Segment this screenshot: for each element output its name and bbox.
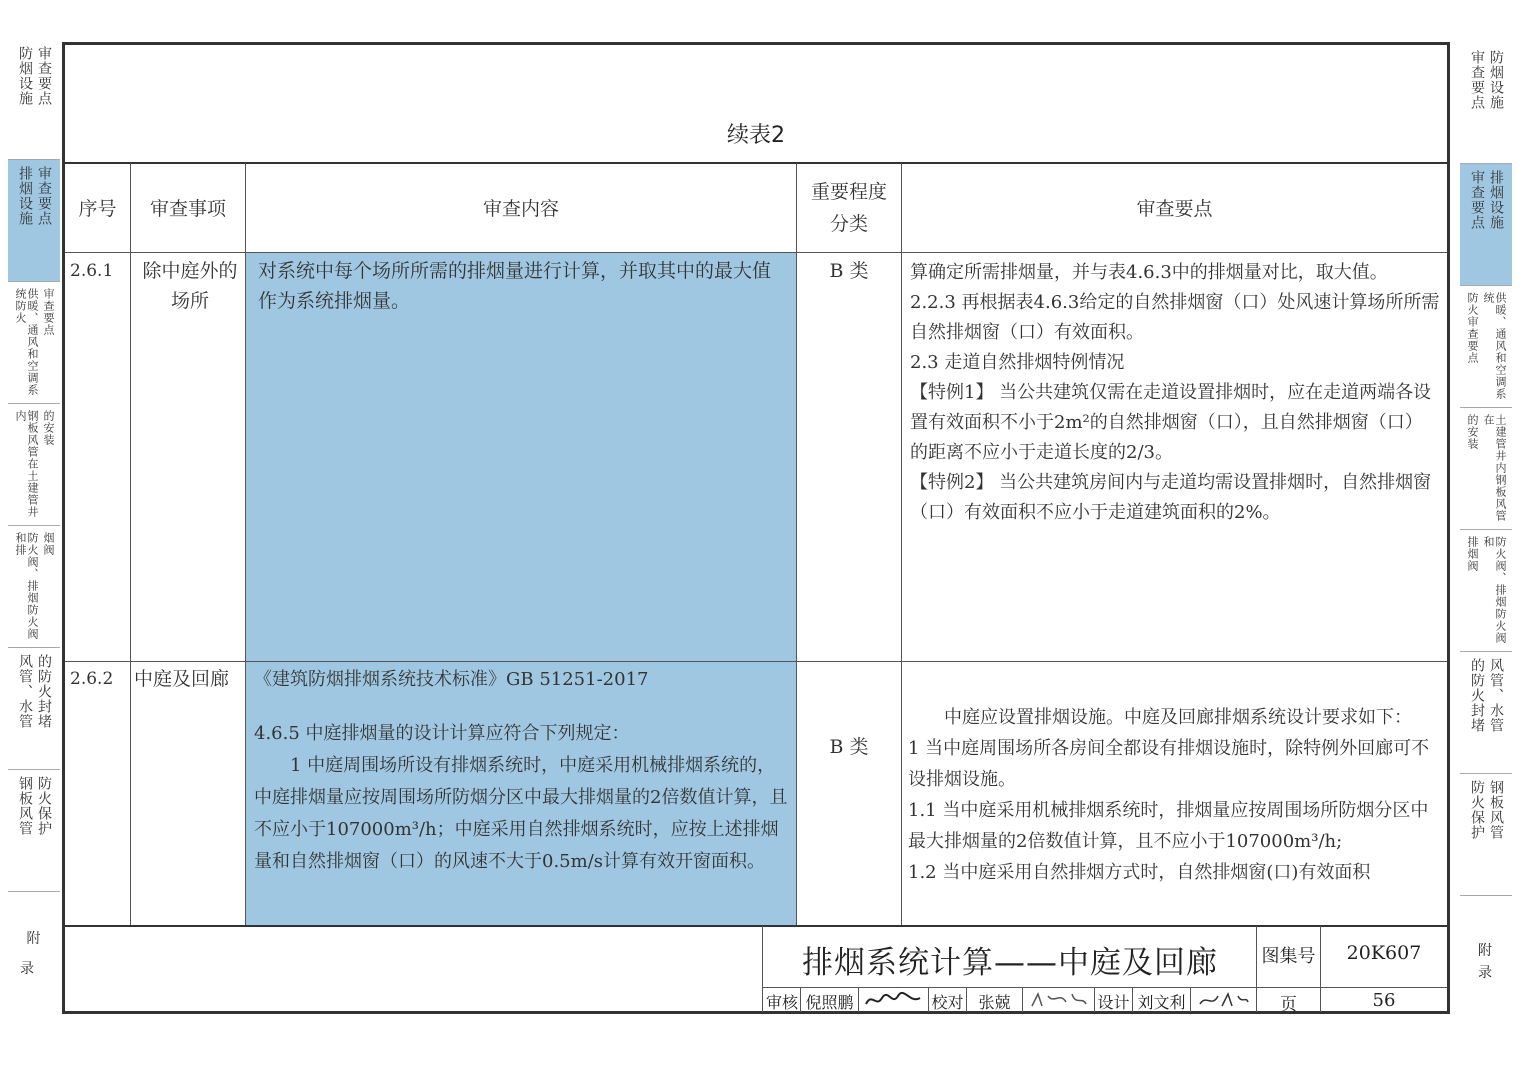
row1-no: 2.6.1 — [70, 261, 114, 281]
row2-content-p3: 1 中庭周围场所设有排烟系统时，中庭采用机械排烟系统的，中庭排烟量应按周围场所防烟分区中最大排烟量的2倍数值计算，且不应小于107000m³/h；中庭采用自然排烟系统时，应按上述排烟量和自然排烟窗（口）的风速不大于0.5m/s计算有效开窗面积。 — [254, 755, 788, 872]
left-tab-duct-shaft[interactable]: 钢板风管在土建管井内 的安装 — [8, 404, 60, 526]
row2-points-p2: 1 当中庭周围场所各房间全都设有排烟设施时，除特例外回廊可不设排烟设施。 — [908, 738, 1430, 790]
row2-item: 中庭及回廊 — [134, 668, 230, 690]
right-tab-duct-shaft[interactable]: 的安装 土建管井内钢板风管在 — [1460, 408, 1512, 530]
header-level — [797, 163, 901, 252]
checker-signature — [1026, 990, 1090, 1010]
left-tab-smoke-prevention[interactable]: 防烟设施 审查要点 — [8, 40, 60, 160]
row1-points-p5: 【特例2】 当公共建筑房间内与走道均需设置排烟时，自然排烟窗（口）有效面积不应小于走道建筑面积的2%。 — [910, 472, 1432, 523]
right-tab-smoke-exhaust[interactable]: 审查要点 排烟设施 — [1460, 164, 1512, 286]
header-item: 审查事项 — [149, 198, 226, 220]
row1-points-p1: 算确定所需排烟量，并与表4.6.3中的排烟量对比，取大值。 — [910, 262, 1388, 283]
row2-points — [908, 702, 1440, 888]
reviewer-signature — [862, 990, 924, 1010]
left-tab-appendix-2: 录 — [20, 961, 34, 977]
right-tab-hvac-fire[interactable]: 防火审查要点 供暖、通风和空调系统 — [1460, 286, 1512, 408]
review-label: 审核 — [765, 993, 798, 1012]
row2-no: 2.6.2 — [70, 669, 114, 689]
design-label: 设计 — [1097, 993, 1130, 1012]
left-tab-smoke-exhaust[interactable]: 排烟设施 审查要点 — [8, 160, 60, 282]
row2-content-p1: 《建筑防烟排烟系统技术标准》GB 51251-2017 — [254, 669, 649, 690]
atlas-label: 图集号 — [1261, 946, 1316, 967]
left-tab-firestop[interactable]: 风管、水管 的防火封堵 — [8, 648, 60, 770]
atlas-number: 20K607 — [1346, 942, 1422, 964]
header-content: 审查内容 — [482, 198, 559, 220]
row1-item: 除中庭外的场所 — [142, 260, 238, 312]
reviewer-name: 倪照鹏 — [805, 993, 854, 1012]
header-no: 序号 — [78, 198, 117, 220]
right-tab-smoke-prevention[interactable]: 审查要点 防烟设施 — [1460, 44, 1512, 164]
row2-points-p1: 中庭应设置排烟设施。中庭及回廊排烟系统设计要求如下： — [944, 707, 1412, 728]
header-points: 审查要点 — [1136, 198, 1213, 220]
row2-content-p2: 4.6.5 中庭排烟量的设计计算应符合下列规定： — [254, 723, 630, 744]
row2-content — [254, 664, 788, 878]
drawing-title: 排烟系统计算——中庭及回廊 — [802, 944, 1218, 981]
row1-points — [910, 258, 1440, 528]
right-tab-duct-protection[interactable]: 防火保护 钢板风管 — [1460, 774, 1512, 896]
page-number: 56 — [1372, 990, 1396, 1011]
left-tab-appendix[interactable]: 附 — [26, 931, 42, 947]
designer-name: 刘文利 — [1137, 993, 1186, 1012]
right-tab-appendix-2: 录 — [1478, 965, 1492, 981]
table-title: 续表2 — [727, 123, 785, 148]
row2-points-p4: 1.2 当中庭采用自然排烟方式时，自然排烟窗(口)有效面积 — [908, 862, 1371, 883]
row2-level: B 类 — [829, 736, 869, 758]
row1-points-p4: 【特例1】 当公共建筑仅需在走道设置排烟时，应在走道两端各设置有效面积不小于2m²的自然排烟窗（口），且自然排烟窗（口）的距离不应小于走道长度的2/3。 — [910, 382, 1432, 463]
row1-content-p1: 对系统中每个场所所需的排烟量进行计算，并取其中的最大值作为系统排烟量。 — [258, 260, 772, 312]
left-tab-dampers[interactable]: 防火阀、排烟防火阀和排 烟阀 — [8, 526, 60, 648]
row1-content — [258, 256, 786, 316]
checker-name: 张兢 — [978, 993, 1011, 1012]
right-tab-appendix[interactable]: 附 — [1478, 943, 1492, 959]
check-label: 校对 — [931, 993, 964, 1012]
left-tab-duct-protection[interactable]: 钢板风管 防火保护 — [8, 770, 60, 892]
page-label: 页 — [1280, 995, 1297, 1015]
row1-level: B 类 — [829, 260, 869, 282]
designer-signature — [1194, 990, 1252, 1010]
right-tab-dampers[interactable]: 排烟阀 防火阀、排烟防火阀和 — [1460, 530, 1512, 652]
left-tab-hvac-fire[interactable]: 供暖、通风和空调系统防火 审查要点 — [8, 282, 60, 404]
row2-points-p3: 1.1 当中庭采用机械排烟系统时，排烟量应按周围场所防烟分区中最大排烟量的2倍数值计算，且不应小于107000m³/h; — [908, 800, 1429, 852]
row1-points-p2: 2.2.3 再根据表4.6.3给定的自然排烟窗（口）处风速计算场所所需自然排烟窗（口）有效面积。 — [910, 292, 1440, 343]
header-level-line1: 重要程度 — [810, 180, 887, 203]
header-level-line2: 分类 — [829, 212, 868, 235]
right-tab-firestop[interactable]: 的防火封堵 风管、水管 — [1460, 652, 1512, 774]
row1-points-p3: 2.3 走道自然排烟特例情况 — [910, 352, 1125, 373]
